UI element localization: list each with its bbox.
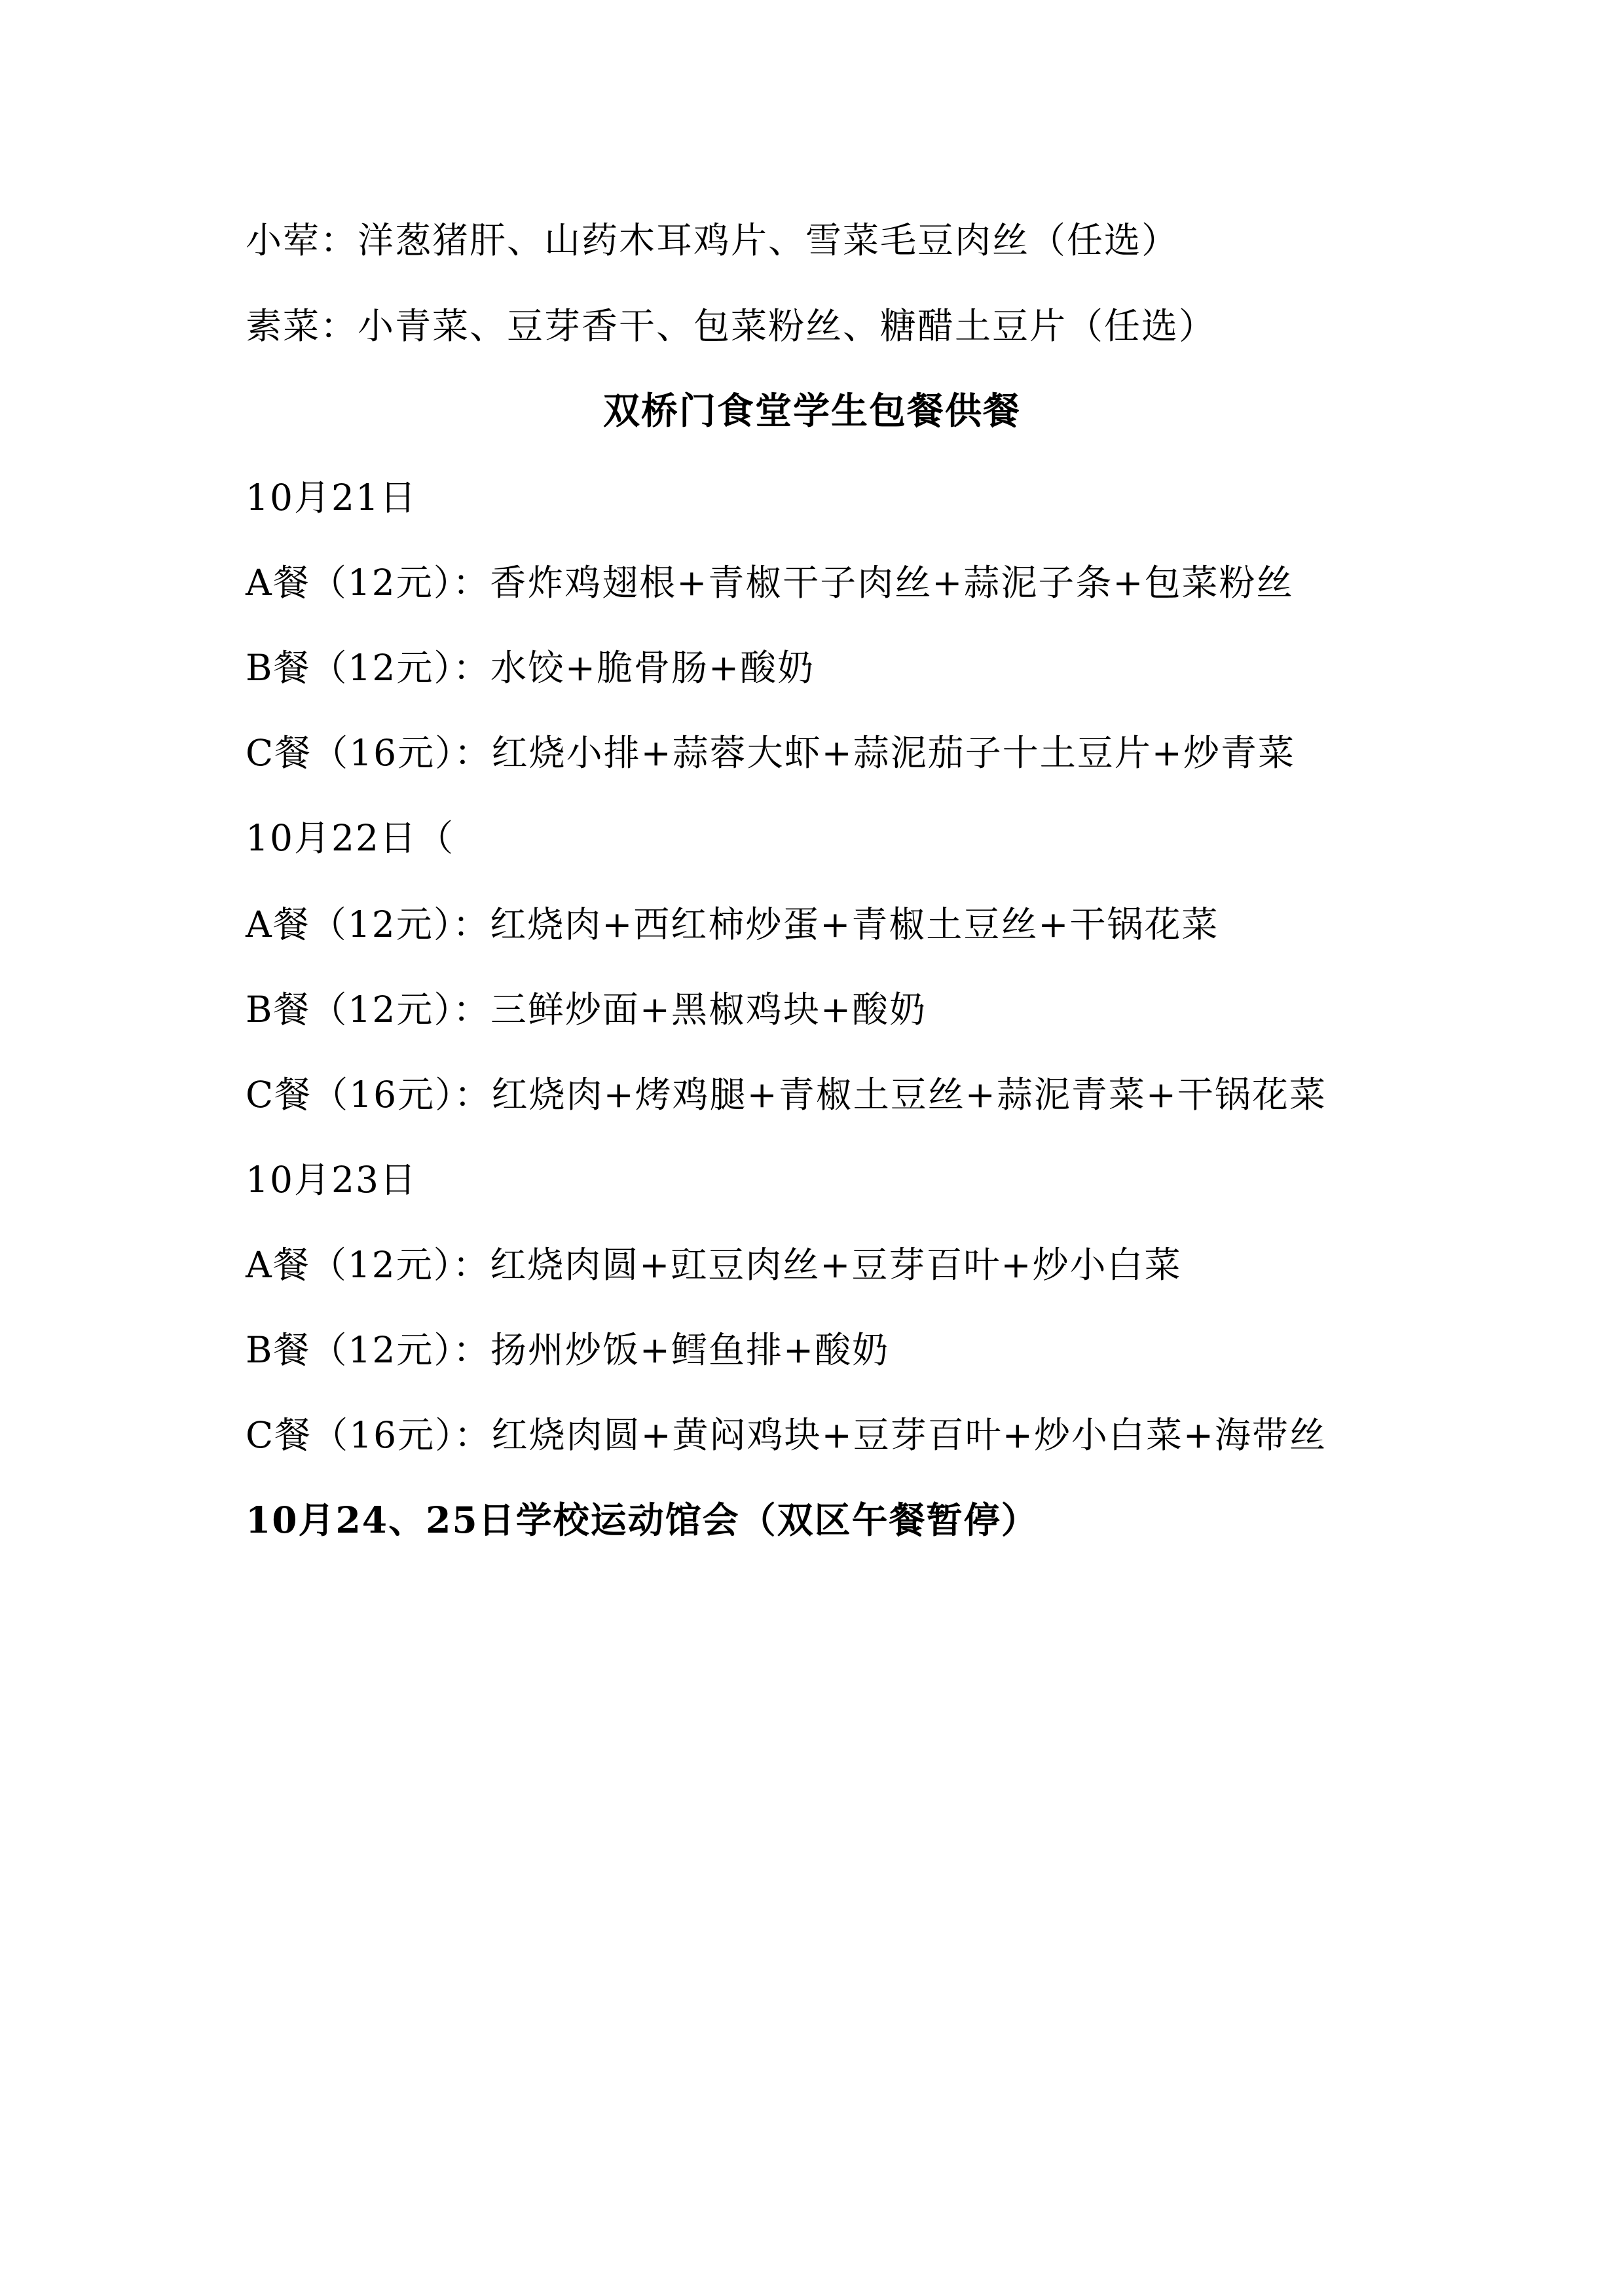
- meal-b-line: B餐（12元）：扬州炒饭+鳕鱼排+酸奶: [246, 1329, 890, 1371]
- page-title: 双桥门食堂学生包餐供餐: [603, 390, 1021, 433]
- day-date: 10月21日: [246, 477, 417, 519]
- meal-a-line: A餐（12元）：红烧肉+西红柿炒蛋+青椒土豆丝+干锅花菜: [246, 903, 1219, 945]
- meal-c-line: C餐（16元）：红烧小排+蒜蓉大虾+蒜泥茄子十土豆片+炒青菜: [246, 732, 1295, 774]
- suspension-notice: 10月24、25日学校运动馆会（双区午餐暂停）: [246, 1499, 1039, 1541]
- vegetables-line: 素菜：小青菜、豆芽香干、包菜粉丝、糖醋土豆片（任选）: [246, 305, 1217, 347]
- day-date: 10月22日（: [246, 817, 454, 859]
- meal-a-line: A餐（12元）：香炸鸡翅根+青椒干子肉丝+蒜泥子条+包菜粉丝: [246, 562, 1294, 604]
- meal-c-line: C餐（16元）：红烧肉+烤鸡腿+青椒土豆丝+蒜泥青菜+干锅花菜: [246, 1074, 1327, 1116]
- meal-c-line: C餐（16元）：红烧肉圆+黄闷鸡块+豆芽百叶+炒小白菜+海带丝: [246, 1414, 1327, 1456]
- meal-b-line: B餐（12元）：三鲜炒面+黑椒鸡块+酸奶: [246, 989, 927, 1030]
- meal-a-line: A餐（12元）：红烧肉圆+豇豆肉丝+豆芽百叶+炒小白菜: [246, 1244, 1182, 1286]
- day-date: 10月23日: [246, 1159, 417, 1201]
- meal-b-line: B餐（12元）：水饺+脆骨肠+酸奶: [246, 647, 815, 689]
- small-meat-line: 小荤：洋葱猪肝、山药木耳鸡片、雪菜毛豆肉丝（任选）: [246, 219, 1179, 261]
